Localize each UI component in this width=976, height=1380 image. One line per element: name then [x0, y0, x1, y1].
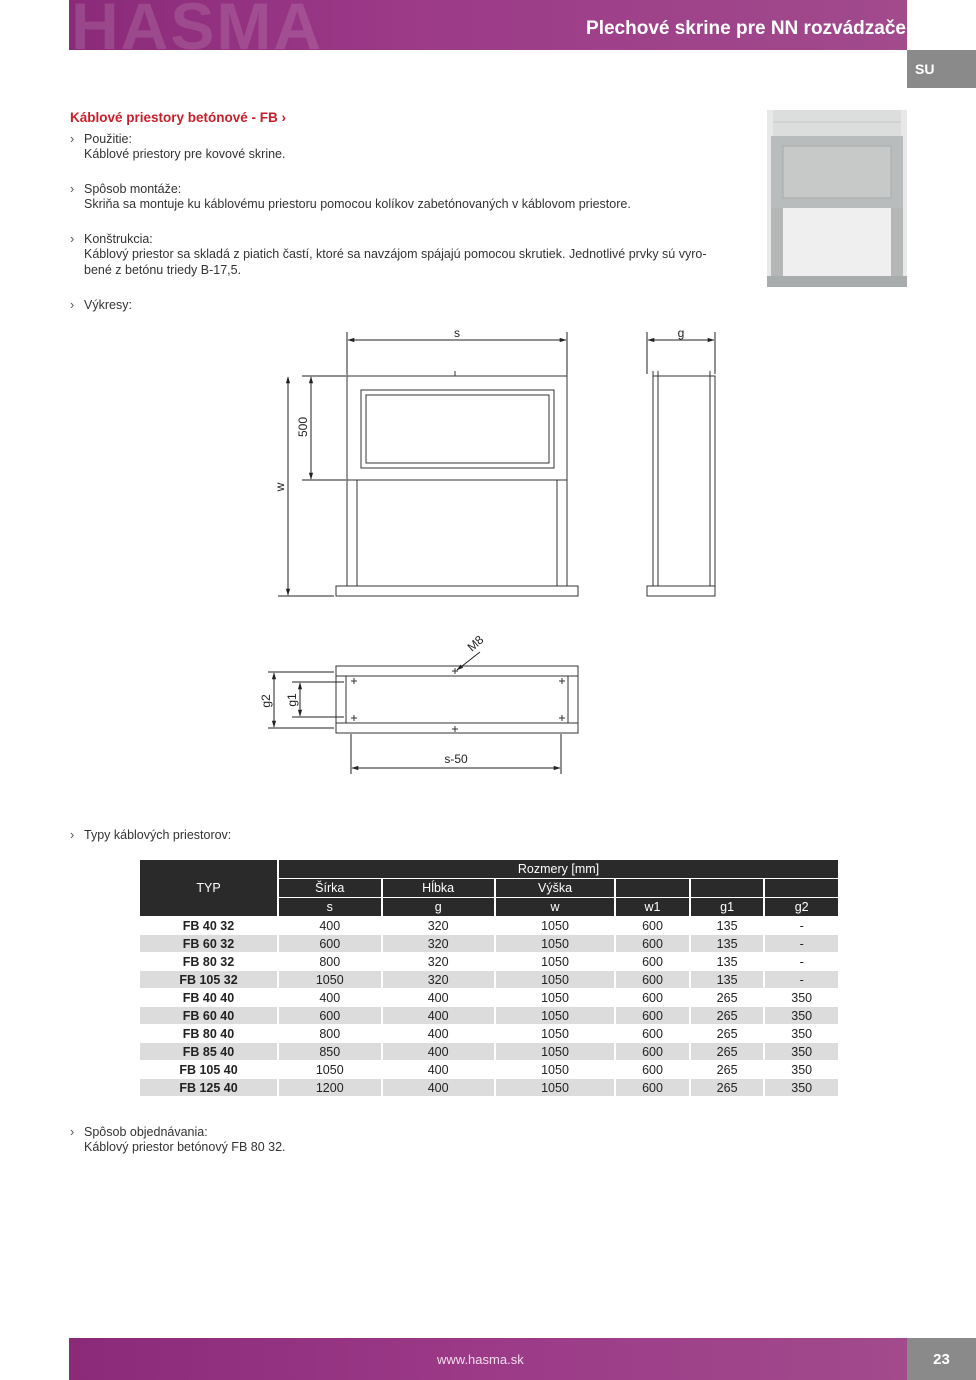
table-cell: 135: [691, 935, 764, 952]
block-text: Skriňa sa montuje ku káblovému priestoru pomocou kolíkov zabetónovaných v káblovom priestore.: [84, 197, 631, 211]
table-cell: 135: [716, 954, 738, 969]
bullet-icon: ›: [70, 132, 75, 146]
dim-label-g2: g2: [259, 694, 273, 708]
col-symbol: g2: [765, 898, 838, 916]
cell-type: FB 40 40: [182, 990, 235, 1005]
table-cell: 265: [716, 990, 738, 1005]
block-construction: [70, 232, 707, 278]
table-cell: 600: [642, 1062, 663, 1077]
table-cell: 400: [319, 990, 341, 1005]
table-cell: 265: [691, 1007, 764, 1024]
table-cell: 400: [427, 1026, 449, 1041]
table-cell: -: [765, 935, 838, 952]
table-row: [140, 1043, 838, 1060]
col-symbol: s: [279, 898, 381, 916]
side-view: [647, 371, 715, 596]
block-text: Káblový priestor sa skladá z piatich častí, ktoré sa navzájom spájajú pomocou skrutiek. Jednotlivé prvky sú vyro-: [84, 247, 707, 261]
dim-label-500: 500: [296, 416, 310, 438]
table-cell: 400: [383, 1079, 494, 1096]
table-cell: 1050: [279, 971, 381, 988]
table-cell: -: [799, 918, 804, 933]
table-cell: 350: [765, 1007, 838, 1024]
dim-label-g1: g1: [285, 693, 299, 707]
top-view: [336, 666, 578, 733]
table-cell: 400: [427, 990, 449, 1005]
dim-label-w: w: [273, 482, 287, 492]
table-cell: 1050: [315, 1062, 344, 1077]
block-mounting: [70, 182, 631, 212]
table-cell: 600: [642, 954, 663, 969]
cell-type: FB 80 32: [182, 954, 235, 969]
dimension-500: [278, 376, 346, 596]
section-tab: SU: [907, 50, 976, 88]
bullet-icon: ›: [70, 1125, 75, 1139]
bullet-icon: ›: [70, 232, 75, 246]
bolt-markers: [351, 668, 565, 732]
table-cell: 320: [383, 971, 494, 988]
block-label: Použitie:: [84, 132, 132, 146]
technical-drawings: [250, 320, 750, 780]
group-header: Rozmery [mm]: [279, 860, 838, 878]
table-cell: 1050: [496, 971, 614, 988]
block-label: Spôsob objednávania:: [84, 1125, 208, 1139]
cell-type: FB 40 32: [182, 918, 235, 933]
table-cell: 1050: [541, 918, 569, 933]
m8-leader: [457, 652, 480, 670]
cell-type: FB 125 40: [140, 1079, 277, 1096]
table-row: [140, 971, 838, 988]
product-photo: [767, 110, 907, 287]
col-name: [616, 879, 689, 897]
table-cell: 600: [642, 990, 663, 1005]
col-name: Hĺbka: [383, 879, 494, 897]
table-row: [140, 989, 838, 1006]
table-row: [140, 953, 838, 970]
block-text: Káblový priestor betónový FB 80 32.: [84, 1140, 286, 1154]
bullet-icon: ›: [70, 298, 75, 312]
table-cell: 850: [279, 1043, 381, 1060]
cell-type: FB 105 32: [140, 971, 277, 988]
table-cell: 1200: [279, 1079, 381, 1096]
page-title: Plechové skrine pre NN rozvádzače: [586, 18, 906, 39]
cell-type: FB 105 40: [179, 1062, 238, 1077]
section-title: Káblové priestory betónové - FB ›: [70, 110, 287, 125]
block-usage: [70, 132, 285, 162]
block-label: Spôsob montáže:: [84, 182, 182, 196]
page-number: 23: [907, 1338, 976, 1380]
table-cell: 600: [642, 918, 663, 933]
col-symbol: g1: [691, 898, 764, 916]
table-cell: 1050: [496, 1007, 614, 1024]
block-label: Typy káblových priestorov:: [84, 828, 232, 842]
table-cell: 1050: [541, 1062, 569, 1077]
bullet-icon: ›: [70, 182, 75, 196]
table-cell: 265: [691, 1079, 764, 1096]
col-symbol: g: [383, 898, 494, 916]
footer-url[interactable]: www.hasma.sk: [437, 1352, 524, 1367]
col-header-typ: TYP: [140, 860, 277, 916]
block-label: Výkresy:: [84, 298, 132, 312]
table-cell: 1050: [541, 1026, 569, 1041]
block-label: Konštrukcia:: [84, 232, 153, 246]
cell-type: FB 80 40: [182, 1026, 235, 1041]
col-name: [691, 879, 764, 897]
col-name: Výška: [496, 879, 614, 897]
dim-label-g: g: [677, 326, 685, 340]
block-text: Káblové priestory pre kovové skrine.: [84, 147, 286, 161]
table-cell: 320: [427, 954, 449, 969]
cell-type: FB 60 40: [140, 1007, 277, 1024]
table-cell: 135: [691, 971, 764, 988]
table-cell: -: [799, 954, 804, 969]
table-cell: 600: [279, 935, 381, 952]
brand-watermark: HASMA: [71, 0, 323, 63]
table-cell: 350: [765, 1079, 838, 1096]
table-cell: 320: [383, 935, 494, 952]
table-cell: 600: [616, 1043, 689, 1060]
table-cell: 265: [716, 1062, 738, 1077]
table-cell: 1050: [496, 1079, 614, 1096]
table-cell: 350: [791, 1062, 813, 1077]
table-cell: 1050: [496, 935, 614, 952]
col-symbol: w: [496, 898, 614, 916]
table-cell: 600: [616, 1007, 689, 1024]
table-cell: 400: [319, 918, 341, 933]
table-cell: 1050: [541, 954, 569, 969]
table-cell: 400: [427, 1062, 449, 1077]
table-row: [140, 1025, 838, 1042]
table-cell: 350: [765, 1043, 838, 1060]
table-cell: 1050: [541, 990, 569, 1005]
dim-label-s50: s-50: [444, 752, 468, 766]
table-row: [140, 1079, 838, 1096]
col-symbol: w1: [616, 898, 689, 916]
table-cell: 600: [616, 1079, 689, 1096]
table-cell: 600: [642, 1026, 663, 1041]
dim-label-s: s: [454, 326, 460, 340]
cell-type: FB 60 32: [140, 935, 277, 952]
col-name: Šírka: [279, 879, 381, 897]
table-cell: 800: [319, 1026, 341, 1041]
table-row: [140, 1007, 838, 1024]
table-cell: 320: [427, 918, 449, 933]
table-cell: 135: [716, 918, 738, 933]
table-cell: 265: [716, 1026, 738, 1041]
table-cell: 350: [791, 990, 813, 1005]
table-cell: 600: [616, 935, 689, 952]
bullet-icon: ›: [70, 828, 75, 842]
block-text: bené z betónu triedy B-17,5.: [84, 263, 242, 277]
block-types: [70, 828, 231, 842]
front-view: [336, 371, 578, 596]
table-row: [140, 917, 838, 934]
table-cell: 800: [319, 954, 341, 969]
block-drawings: [70, 298, 132, 312]
table-row: [140, 935, 838, 952]
table-cell: 600: [279, 1007, 381, 1024]
table-cell: 1050: [496, 1043, 614, 1060]
table-cell: 265: [691, 1043, 764, 1060]
table-cell: 400: [383, 1007, 494, 1024]
col-name: [765, 879, 838, 897]
table-cell: 400: [383, 1043, 494, 1060]
table-cell: 600: [616, 971, 689, 988]
dimension-g2-g1: [268, 672, 344, 728]
cell-type: FB 85 40: [140, 1043, 277, 1060]
block-ordering: [70, 1125, 286, 1155]
dim-label-m8: M8: [464, 632, 487, 655]
table-cell: 350: [791, 1026, 813, 1041]
types-table: [138, 859, 840, 1097]
table-cell: -: [765, 971, 838, 988]
table-row: [140, 1061, 838, 1078]
